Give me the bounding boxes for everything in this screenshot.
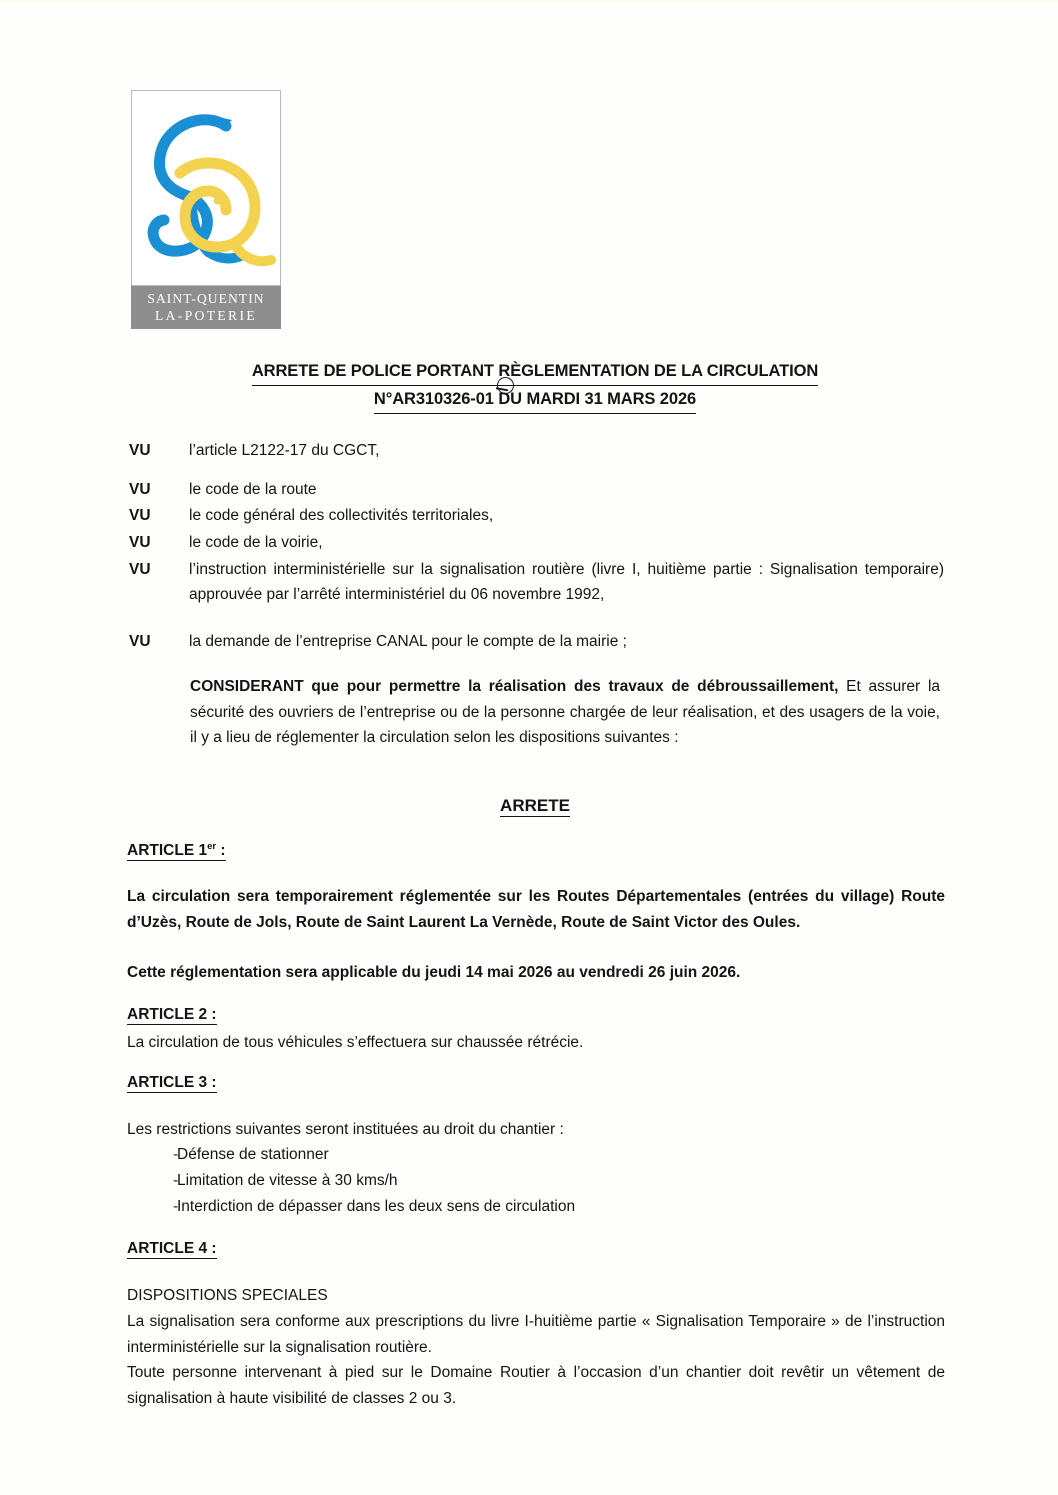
article-1-body: La circulation sera temporairement réglementée sur les Routes Départementales (entrées du village) Route d’Uzès, Route de Jols, Route de Saint Laurent La Vernède, Route de Saint Victor des Oules. — [127, 888, 945, 931]
title-line-1: ARRETE DE POLICE PORTANT RÈGLEMENTATION DE LA CIRCULATION — [252, 358, 818, 386]
article-1-heading — [127, 841, 226, 860]
article-3-restrictions-list — [127, 1142, 945, 1220]
vu-row-5 — [129, 557, 944, 607]
vu-label: VU — [129, 534, 151, 551]
vu-label: VU — [129, 633, 151, 650]
vu-text: l’article L2122-17 du CGCT, — [189, 442, 380, 459]
considerant-paragraph — [190, 674, 940, 751]
considerant-lead: CONSIDERANT que pour permettre la réalisation des travaux de débroussaillement, — [190, 678, 839, 695]
arrete-heading — [129, 796, 941, 816]
list-item — [127, 1168, 945, 1194]
vu-text: l’instruction interministérielle sur la signalisation routière (livre I, huitième partie : Signalisation temporaire) approuvée par l’arrêté interministériel du 06 novembre 1992, — [189, 561, 944, 603]
logo-town-line-1: SAINT-QUENTIN — [147, 290, 265, 306]
list-item-label: Limitation de vitesse à 30 kms/h — [177, 1172, 398, 1189]
article-3-heading-text: ARTICLE 3 : — [127, 1074, 217, 1091]
bullet-marker: - — [173, 1172, 179, 1189]
vu-text: le code de la voirie, — [189, 534, 323, 551]
vu-row-3 — [129, 503, 929, 528]
vu-label: VU — [129, 442, 151, 459]
article-4-heading — [127, 1240, 217, 1258]
title-number-value: 01 — [475, 390, 494, 408]
article-2-body: La circulation de tous véhicules s’effectuera sur chaussée rétrécie. — [127, 1034, 584, 1051]
vu-row-6 — [129, 629, 929, 654]
title-number-suffix: DU MARDI 31 MARS 2026 — [493, 390, 697, 408]
article-1-body-dates: Cette réglementation sera applicable du jeudi 14 mai 2026 au vendredi 26 juin 2026. — [127, 964, 741, 981]
vu-label: VU — [129, 481, 151, 498]
bullet-marker: - — [173, 1198, 179, 1215]
article-4-body-1: La signalisation sera conforme aux prescriptions du livre I-huitième partie « Signalisation Temporaire » de l’instruction interministérielle sur la signalisation routière. — [127, 1313, 945, 1356]
list-item-label: Interdiction de dépasser dans les deux sens de circulation — [177, 1198, 576, 1215]
title-number-prefix: N°AR310326- — [373, 390, 476, 408]
vu-text: le code général des collectivités territoriales, — [189, 507, 494, 524]
arrete-heading-text: ARRETE — [500, 796, 570, 815]
article-2-heading — [127, 1006, 217, 1024]
saint-quentin-sq-logo-icon — [131, 90, 281, 286]
vu-row-4 — [129, 530, 929, 555]
municipal-logo — [131, 90, 283, 329]
vu-text: la demande de l’entreprise CANAL pour le compte de la mairie ; — [189, 633, 627, 650]
title-line-2 — [374, 386, 696, 414]
article-1-ordinal-suffix: er — [207, 841, 217, 852]
vu-row-1 — [129, 438, 929, 463]
list-item — [127, 1142, 945, 1168]
vu-label: VU — [129, 507, 151, 524]
article-4-body-2: Toute personne intervenant à pied sur le Domaine Routier à l’occasion d’un chantier doit revêtir un vêtement de signalisation à haute visibilité de classes 2 ou 3. — [127, 1364, 945, 1407]
article-4-heading-text: ARTICLE 4 : — [127, 1240, 217, 1257]
logo-town-banner — [131, 286, 281, 329]
article-1-heading-colon: : — [216, 842, 226, 860]
considerant-rest: Et assurer la sécurité des ouvriers de l’entreprise ou de la personne chargée de leur réalisation, et des usagers de la voie, il y a lieu de réglementer la circulation selon les dispositions suivantes : — [190, 678, 941, 746]
vu-label: VU — [129, 561, 151, 578]
list-item — [127, 1194, 945, 1220]
document-title — [129, 358, 941, 414]
article-1-heading-text: ARTICLE 1 — [127, 842, 208, 860]
logo-town-line-2: LA-POTERIE — [155, 307, 257, 323]
vu-row-2 — [129, 477, 929, 502]
vu-text: le code de la route — [189, 481, 317, 498]
scan-artifact — [0, 0, 1058, 6]
article-4-subtitle: DISPOSITIONS SPECIALES — [127, 1287, 328, 1304]
list-item-label: Défense de stationner — [177, 1146, 329, 1163]
article-3-intro: Les restrictions suivantes seront instituées au droit du chantier : — [127, 1121, 564, 1138]
bullet-marker: - — [173, 1146, 179, 1163]
article-2-heading-text: ARTICLE 2 : — [127, 1006, 217, 1023]
article-3-heading — [127, 1074, 217, 1092]
